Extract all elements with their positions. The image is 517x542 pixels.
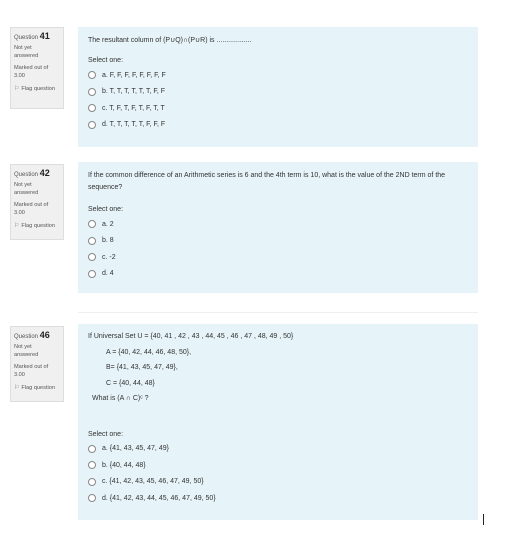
question-info-46 [10, 326, 64, 402]
radio-button[interactable] [88, 445, 96, 453]
state-line-1: Not yet [14, 45, 32, 51]
flag-question-link[interactable] [14, 85, 60, 92]
question-content-41 [78, 27, 478, 147]
radio-button[interactable] [88, 253, 96, 261]
flag-question-link[interactable] [14, 384, 60, 391]
radio-button[interactable] [88, 494, 96, 502]
flag-question-link[interactable] [14, 222, 60, 229]
option-label: d. {41, 42, 43, 44, 45, 46, 47, 49, 50} [102, 494, 216, 502]
flag-label: Flag question [21, 85, 55, 92]
flag-icon: ⚐ [14, 385, 20, 391]
flag-label: Flag question [21, 384, 55, 391]
question-label: Question [14, 172, 39, 178]
option-label: c. -2 [102, 253, 116, 261]
marks-line-1: Marked out of [14, 202, 49, 208]
option-label: d. 4 [102, 270, 114, 278]
question-text: If the common difference of an Arithmetic series is 6 and the 4th term is 10, what is the value of the 2ND term of the sequence? [88, 172, 446, 191]
marks-line-2: 3.00 [14, 210, 25, 216]
option-label: b. 8 [102, 237, 114, 245]
question-label: Question [14, 334, 39, 340]
marks-line-1: Marked out of [14, 65, 49, 71]
question-prompt: What is (A ∩ C)ᶜ ? [92, 395, 149, 402]
select-one-label: Select one: [88, 430, 124, 438]
option-a[interactable] [88, 441, 468, 458]
option-label: c. T, F, T, F, T, F, T, T [102, 104, 165, 112]
question-number-value: 41 [39, 31, 50, 41]
question-content-46 [78, 324, 478, 520]
option-label: a. F, F, F, F, F, F, F, F [102, 71, 166, 79]
text-cursor [483, 514, 484, 525]
option-c[interactable] [88, 474, 468, 491]
radio-button[interactable] [88, 270, 96, 278]
radio-button[interactable] [88, 104, 96, 112]
radio-button[interactable] [88, 88, 96, 96]
option-label: c. {41, 42, 43, 45, 46, 47, 49, 50} [102, 478, 204, 486]
option-label: b. T, T, T, T, T, T, F, F [102, 88, 166, 96]
set-a-line: A = {40, 42, 44, 46, 48, 50}, [106, 348, 192, 356]
option-d[interactable] [88, 117, 468, 134]
question-number [14, 330, 60, 340]
question-text: The resultant column of (P∪Q)∩(P∪R) is .................. [88, 37, 252, 44]
select-one-label: Select one: [88, 206, 124, 213]
set-b-line: B= {41, 43, 45, 47, 49}, [106, 364, 178, 371]
question-info-42 [10, 164, 64, 240]
option-b[interactable] [88, 84, 468, 101]
option-b[interactable] [88, 233, 468, 250]
state-line-1: Not yet [14, 182, 32, 188]
option-label: b. {40, 44, 48} [102, 461, 146, 469]
question-label: Question [14, 35, 39, 41]
radio-button[interactable] [88, 121, 96, 129]
flag-label: Flag question [21, 222, 55, 229]
option-d[interactable] [88, 490, 468, 507]
set-c-line: C = {40, 44, 48} [106, 379, 155, 387]
option-b[interactable] [88, 457, 468, 474]
state-line-2: answered [14, 190, 39, 196]
question-number [14, 168, 60, 178]
question-info-41 [10, 27, 64, 109]
option-a[interactable] [88, 216, 468, 233]
flag-icon: ⚐ [14, 223, 20, 229]
question-content-42 [78, 162, 478, 293]
flag-icon: ⚐ [14, 86, 20, 92]
marks-line-1: Marked out of [14, 364, 49, 370]
question-number [14, 31, 60, 41]
option-label: a. {41, 43, 45, 47, 49} [102, 445, 169, 453]
state-line-1: Not yet [14, 344, 32, 350]
option-a[interactable] [88, 67, 468, 84]
option-label: d. T, T, T, T, T, F, F, F [102, 121, 166, 129]
radio-button[interactable] [88, 71, 96, 79]
radio-button[interactable] [88, 478, 96, 486]
radio-button[interactable] [88, 237, 96, 245]
radio-button[interactable] [88, 461, 96, 469]
state-line-2: answered [14, 53, 39, 59]
option-c[interactable] [88, 249, 468, 266]
marks-line-2: 3.00 [14, 372, 25, 378]
marks-line-2: 3.00 [14, 73, 25, 79]
option-c[interactable] [88, 100, 468, 117]
question-text-line: If Universal Set U = {40, 41 , 42 , 43 , 44, 45 , 46 , 47 , 48, 49 , 50} [88, 333, 294, 340]
option-label: a. 2 [102, 220, 114, 228]
radio-button[interactable] [88, 220, 96, 228]
divider [78, 312, 478, 313]
question-number-value: 46 [39, 330, 50, 340]
option-d[interactable] [88, 266, 468, 283]
question-number-value: 42 [39, 168, 50, 178]
select-one-label: Select one: [88, 57, 124, 64]
state-line-2: answered [14, 352, 39, 358]
